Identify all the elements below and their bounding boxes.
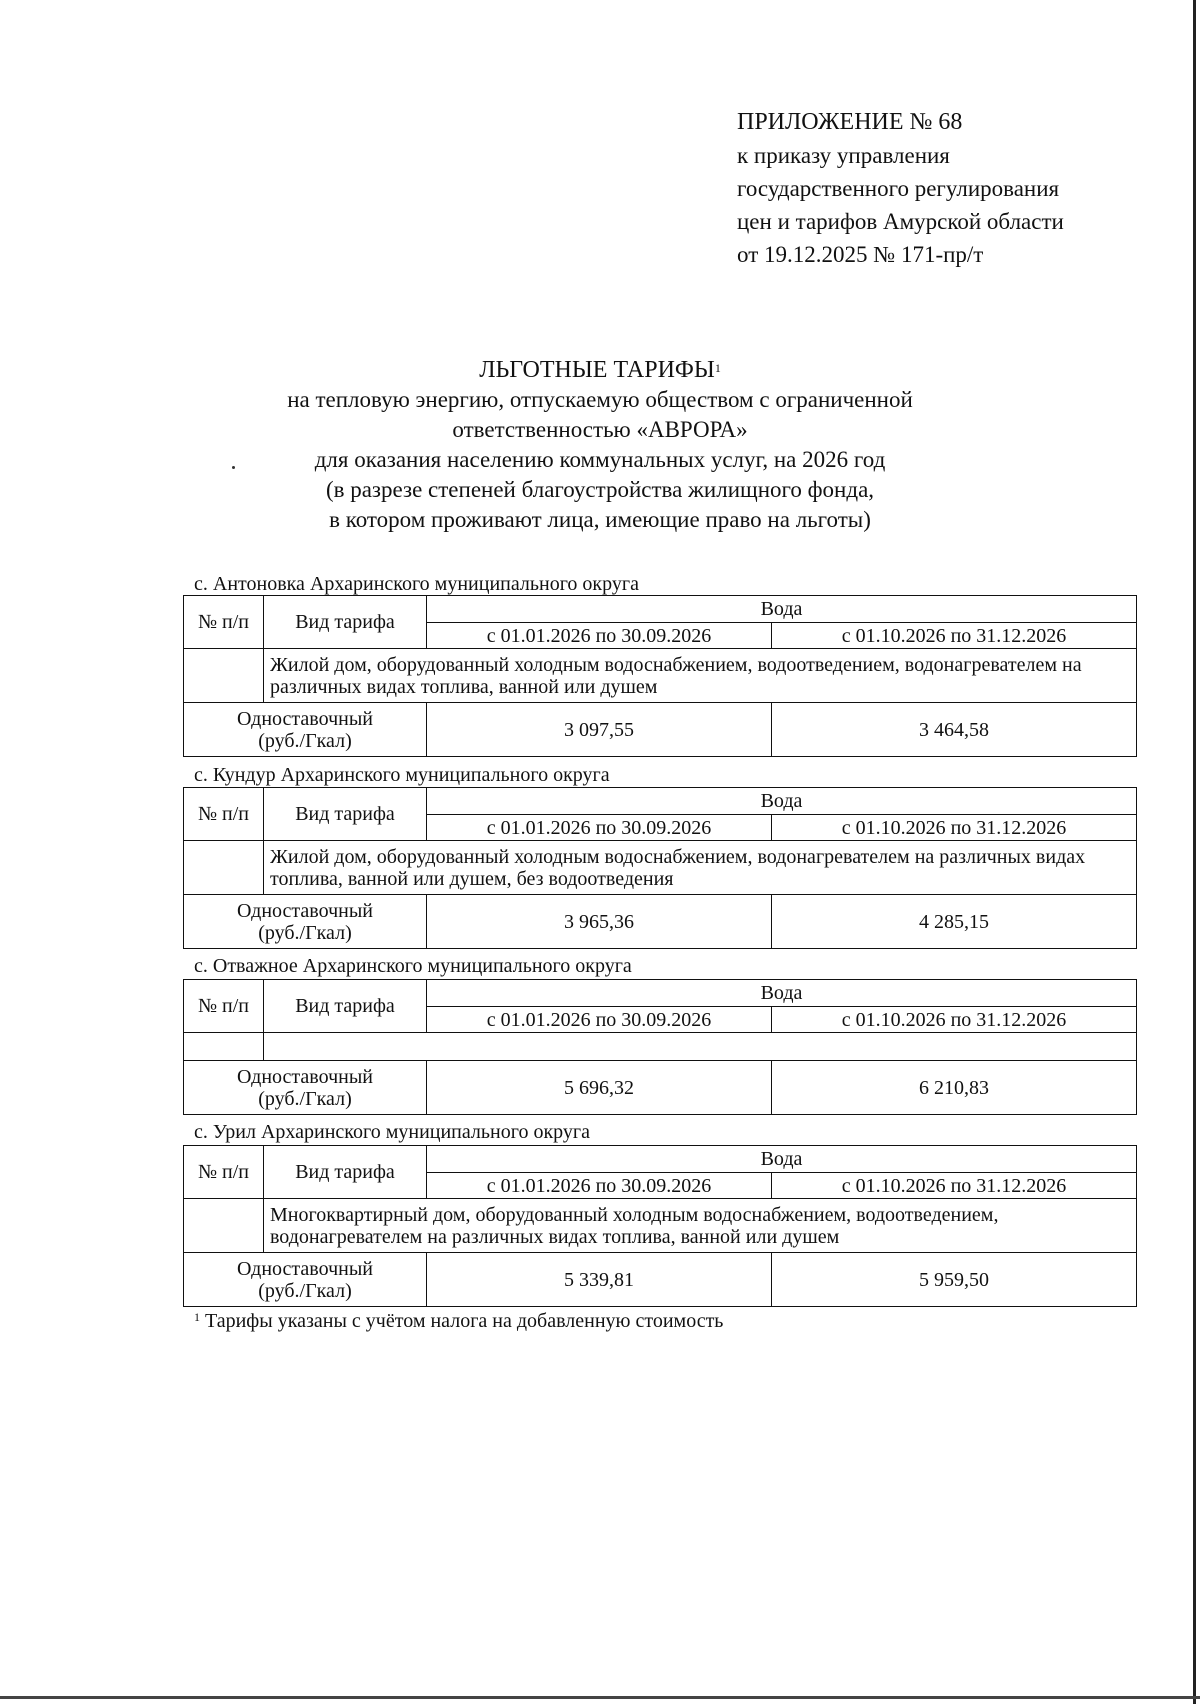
tariff-value-1: 5 696,32 bbox=[427, 1061, 772, 1115]
tariff-table bbox=[183, 979, 1137, 1115]
rate-unit: (руб./Гкал) bbox=[258, 729, 352, 752]
footnote-mark: 1 bbox=[194, 1310, 200, 1324]
tariff-value-1: 3 965,36 bbox=[427, 895, 772, 949]
rate-type bbox=[184, 895, 427, 949]
housing-description bbox=[264, 1033, 1137, 1061]
housing-description: Многоквартирный дом, оборудованный холодным водоснабжением, водоотведением, водонагревателем на различных видах топлива, ванной или душем bbox=[264, 1199, 1137, 1253]
tariff-value-2: 4 285,15 bbox=[772, 895, 1137, 949]
header-kind: Вид тарифа bbox=[264, 1146, 427, 1199]
rate-unit: (руб./Гкал) bbox=[258, 1279, 352, 1302]
row-num-cell bbox=[184, 1199, 264, 1253]
header-num: № п/п bbox=[184, 596, 264, 649]
header-period-2: с 01.10.2026 по 31.12.2026 bbox=[772, 1007, 1137, 1033]
header-period-1: с 01.01.2026 по 30.09.2026 bbox=[427, 1007, 772, 1033]
header-num: № п/п bbox=[184, 788, 264, 841]
header-period-1: с 01.01.2026 по 30.09.2026 bbox=[427, 623, 772, 649]
header-period-2: с 01.10.2026 по 31.12.2026 bbox=[772, 1173, 1137, 1199]
tariff-table bbox=[183, 1145, 1137, 1307]
tariff-value-1: 5 339,81 bbox=[427, 1253, 772, 1307]
heading-line: в котором проживают лица, имеющие право на льготы) bbox=[329, 507, 871, 532]
tariff-table bbox=[183, 787, 1137, 949]
header-group: Вода bbox=[427, 980, 1137, 1007]
rate-name: Одноставочный bbox=[237, 899, 373, 922]
housing-description: Жилой дом, оборудованный холодным водоснабжением, водоотведением, водонагревателем на различных видах топлива, ванной или душем bbox=[264, 649, 1137, 703]
appendix-block bbox=[737, 106, 1064, 271]
tariff-value-2: 6 210,83 bbox=[772, 1061, 1137, 1115]
locality-label: с. Урил Архаринского муниципального округа bbox=[194, 1121, 590, 1143]
footnote bbox=[194, 1310, 723, 1333]
row-num-cell bbox=[184, 649, 264, 703]
tariff-table bbox=[183, 595, 1137, 757]
header-num: № п/п bbox=[184, 1146, 264, 1199]
rate-name: Одноставочный bbox=[237, 1257, 373, 1280]
locality-label: с. Антоновка Архаринского муниципального округа bbox=[194, 573, 639, 595]
rate-type bbox=[184, 1253, 427, 1307]
tariff-value-1: 3 097,55 bbox=[427, 703, 772, 757]
rate-name: Одноставочный bbox=[237, 1065, 373, 1088]
header-period-1: с 01.01.2026 по 30.09.2026 bbox=[427, 1173, 772, 1199]
housing-description: Жилой дом, оборудованный холодным водоснабжением, водонагревателем на различных видах топлива, ванной или душем, без водоотведения bbox=[264, 841, 1137, 895]
header-group: Вода bbox=[427, 596, 1137, 623]
footnote-text: Тарифы указаны с учётом налога на добавленную стоимость bbox=[200, 1310, 724, 1332]
rate-type bbox=[184, 703, 427, 757]
header-period-1: с 01.01.2026 по 30.09.2026 bbox=[427, 815, 772, 841]
heading-line: на тепловую энергию, отпускаемую обществом с ограниченной bbox=[287, 387, 913, 412]
header-kind: Вид тарифа bbox=[264, 596, 427, 649]
appendix-line: от 19.12.2025 № 171-пр/т bbox=[737, 242, 984, 267]
header-group: Вода bbox=[427, 788, 1137, 815]
title-text: ЛЬГОТНЫЕ ТАРИФЫ bbox=[479, 357, 715, 383]
header-period-2: с 01.10.2026 по 31.12.2026 bbox=[772, 623, 1137, 649]
scan-edge bbox=[0, 1696, 1200, 1699]
rate-type bbox=[184, 1061, 427, 1115]
scan-edge bbox=[1193, 0, 1196, 1704]
rate-unit: (руб./Гкал) bbox=[258, 1087, 352, 1110]
header-kind: Вид тарифа bbox=[264, 980, 427, 1033]
header-group: Вода bbox=[427, 1146, 1137, 1173]
header-num: № п/п bbox=[184, 980, 264, 1033]
title-footnote-mark: 1 bbox=[714, 361, 721, 375]
rate-unit: (руб./Гкал) bbox=[258, 921, 352, 944]
appendix-line: государственного регулирования bbox=[737, 176, 1060, 201]
appendix-line: к приказу управления bbox=[737, 143, 950, 168]
tariff-value-2: 3 464,58 bbox=[772, 703, 1137, 757]
header-period-2: с 01.10.2026 по 31.12.2026 bbox=[772, 815, 1137, 841]
heading-line: ответственностью «АВРОРА» bbox=[452, 417, 748, 442]
heading-line: для оказания населению коммунальных услуг, на 2026 год bbox=[314, 447, 886, 472]
row-num-cell bbox=[184, 1033, 264, 1061]
rate-name: Одноставочный bbox=[237, 707, 373, 730]
row-num-cell bbox=[184, 841, 264, 895]
appendix-title: ПРИЛОЖЕНИЕ № 68 bbox=[737, 109, 963, 135]
tariff-value-2: 5 959,50 bbox=[772, 1253, 1137, 1307]
locality-label: с. Кундур Архаринского муниципального округа bbox=[194, 764, 610, 786]
locality-label: с. Отважное Архаринского муниципального округа bbox=[194, 955, 632, 977]
header-kind: Вид тарифа bbox=[264, 788, 427, 841]
document-title bbox=[0, 355, 1200, 385]
heading-line: (в разрезе степеней благоустройства жилищного фонда, bbox=[325, 477, 875, 502]
document-heading bbox=[0, 355, 1200, 535]
appendix-line: цен и тарифов Амурской области bbox=[737, 209, 1064, 234]
